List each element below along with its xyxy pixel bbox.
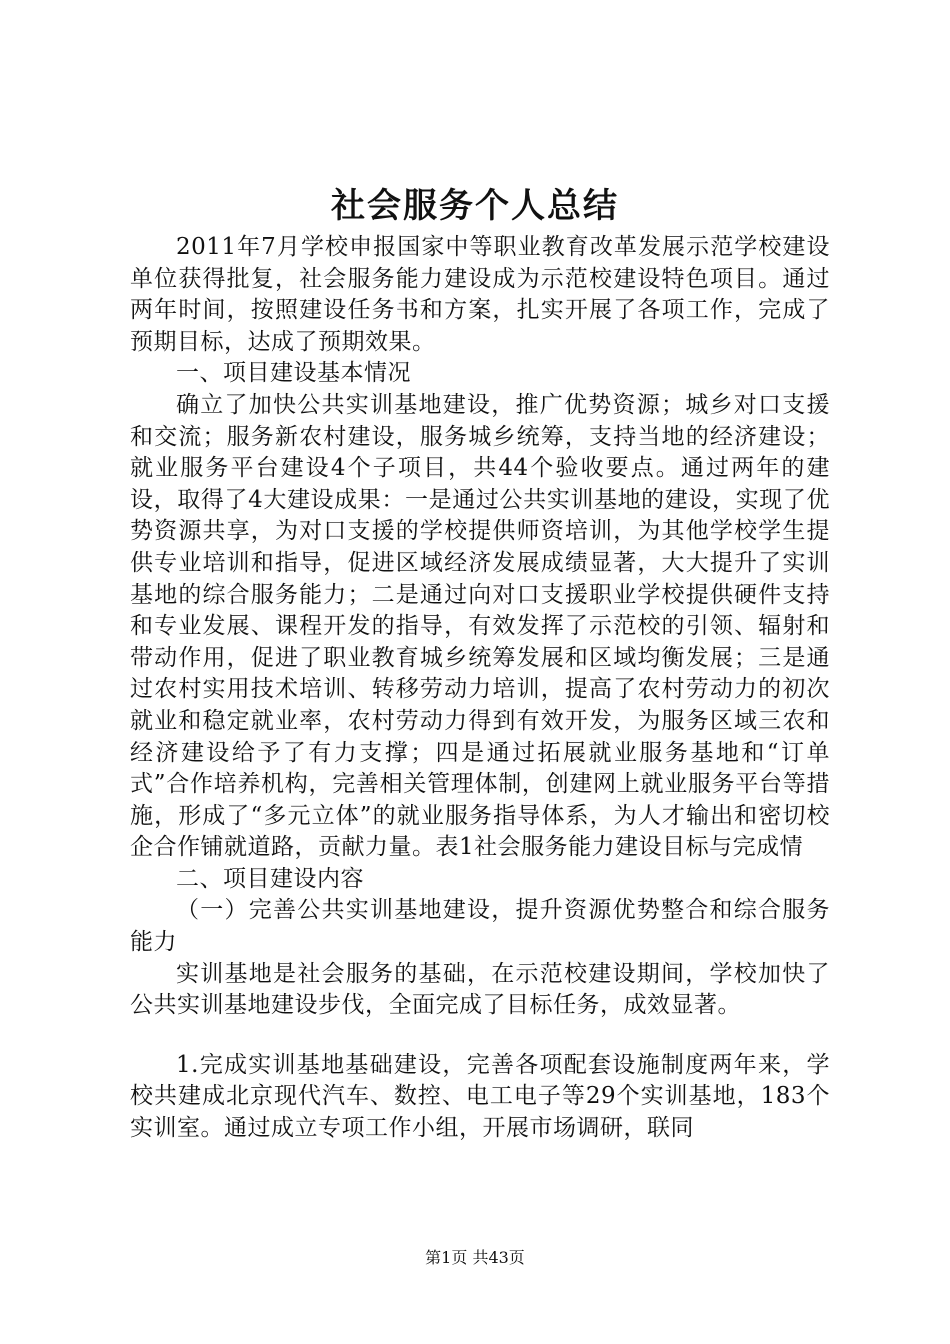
section-heading-2: 二、项目建设内容 — [176, 865, 364, 892]
paragraph-training-base: 实训基地是社会服务的基础，在示范校建设期间，学校加快了公共实训基地建设步伐，全面完成了目标任务，成效显著。 — [130, 960, 830, 1019]
paragraph-item-1: 1.完成实训基地基础建设，完善各项配套设施制度两年来，学校共建成北京现代汽车、数控、电工电子等29个实训基地，183个实训室。通过成立专项工作小组，开展市场调研，联同 — [130, 1051, 830, 1142]
document-body — [130, 232, 830, 1145]
document-title: 社会服务个人总结 — [331, 186, 619, 226]
subsection-heading-1: （一）完善公共实训基地建设，提升资源优势整合和综合服务能力 — [130, 897, 830, 956]
section-heading-1: 一、项目建设基本情况 — [176, 360, 411, 387]
paragraph-overview: 确立了加快公共实训基地建设，推广优势资源；城乡对口支援和交流；服务新农村建设，服务城乡统筹，支持当地的经济建设；就业服务平台建设4个子项目，共44个验收要点。通过两年的建设，取得了4大建设成果：一是通过公共实训基地的建设，实现了优势资源共享，为对口支援的学校提供师资培训，为其他学校学生提供专业培训和指导，促进区域经济发展成绩显著，大大提升了实训基地的综合服务能力；二是通过向对口支援职业学校提供硬件支持和专业发展、课程开发的指导，有效发挥了示范校的引领、辐射和带动作用，促进了职业教育城乡统筹发展和区域均衡发展；三是通过农村实用技术培训、转移劳动力培训，提高了农村劳动力的初次就业和稳定就业率，农村劳动力得到有效开发，为服务区域三农和经济建设给予了有力支撑；四是通过拓展就业服务基地和“订单式”合作培养机构，完善相关管理体制，创建网上就业服务平台等措施，形成了“多元立体”的就业服务指导体系，为人才输出和密切校企合作铺就道路，贡献力量。表1社会服务能力建设目标与完成情 — [130, 391, 830, 861]
page-footer: 第1页 共43页 — [425, 1248, 525, 1267]
paragraph-gap — [130, 1022, 830, 1050]
paragraph-intro: 2011年7月学校申报国家中等职业教育改革发展示范学校建设单位获得批复，社会服务能力建设成为示范校建设特色项目。通过两年时间，按照建设任务书和方案，扎实开展了各项工作，完成了预期目标，达成了预期效果。 — [130, 234, 830, 355]
